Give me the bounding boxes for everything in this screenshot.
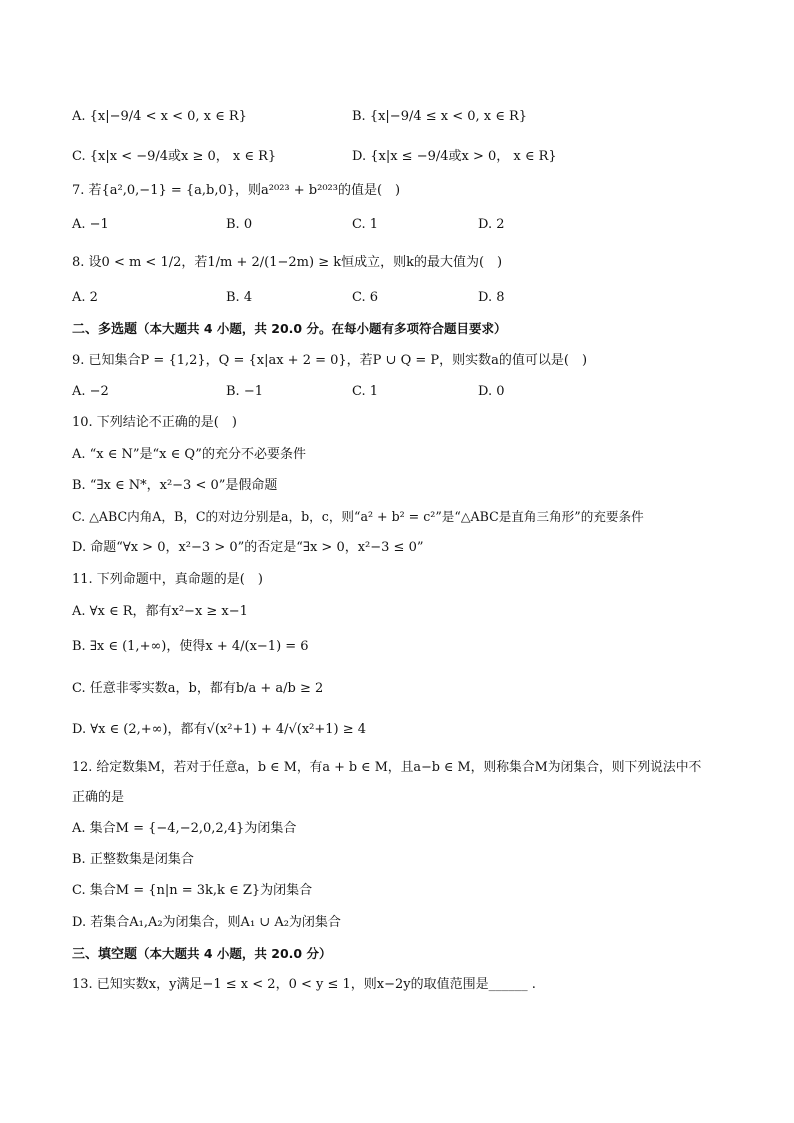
q9-option-b: B. −1 (226, 384, 263, 399)
section-3-note: （本大题共 4 小题，共 20.0 分） (137, 946, 332, 961)
q11-option-a: A. ∀x ∈ R，都有x²−x ≥ x−1 (72, 604, 248, 619)
q9-option-c: C. 1 (352, 384, 379, 399)
q7-option-a: A. −1 (72, 217, 109, 232)
q11-stem: 11. 下列命题中，真命题的是( ) (72, 572, 263, 587)
q6-option-a: A. {x|−9/4 < x < 0, x ∈ R} (72, 109, 247, 124)
q9-option-a: A. −2 (72, 384, 109, 399)
q10-option-a: A. “x ∈ N”是“x ∈ Q”的充分不必要条件 (72, 447, 306, 462)
q7-option-c: C. 1 (352, 217, 379, 232)
section-2-title: 二、多选题 (72, 322, 138, 337)
section-3-heading (72, 945, 331, 964)
q6-option-c: C. {x|x < −9/4或x ≥ 0， x ∈ R} (72, 149, 277, 164)
q11-option-c: C. 任意非零实数a，b，都有b/a + a/b ≥ 2 (72, 681, 324, 696)
q8-option-c: C. 6 (352, 290, 379, 305)
q7-option-d: D. 2 (478, 217, 505, 232)
q12-option-a: A. 集合M = {−4,−2,0,2,4}为闭集合 (72, 821, 297, 836)
q12-stem-line-2: 正确的是 (72, 790, 125, 805)
q8-stem: 8. 设0 < m < 1/2，若1/m + 2/(1−2m) ≥ k恒成立，则k的最大值为( ) (72, 255, 503, 270)
q12-option-c: C. 集合M = {n|n = 3k,k ∈ Z}为闭集合 (72, 883, 313, 898)
q10-option-c: C. △ABC内角A，B，C的对边分别是a，b，c，则“a² + b² = c²”是“△ABC是直角三角形”的充要条件 (72, 509, 644, 524)
section-3-title: 三、填空题 (72, 947, 138, 962)
q6-option-b: B. {x|−9/4 ≤ x < 0, x ∈ R} (352, 109, 528, 124)
q8-option-a: A. 2 (72, 290, 98, 305)
q10-stem: 10. 下列结论不正确的是( ) (72, 415, 237, 430)
q9-stem: 9. 已知集合P = {1,2}，Q = {x|ax + 2 = 0}，若P ∪ Q = P，则实数a的值可以是( ) (72, 353, 588, 368)
q12-stem-line-1: 12. 给定数集M，若对于任意a，b ∈ M，有a + b ∈ M，且a−b ∈ M，则称集合M为闭集合，则下列说法中不 (72, 760, 702, 775)
q12-option-d: D. 若集合A₁,A₂为闭集合，则A₁ ∪ A₂为闭集合 (72, 915, 341, 930)
q12-option-b: B. 正整数集是闭集合 (72, 852, 194, 867)
q9-option-d: D. 0 (478, 384, 505, 399)
q11-option-d: D. ∀x ∈ (2,+∞)，都有√(x²+1) + 4/√(x²+1) ≥ 4 (72, 722, 367, 737)
q10-option-b: B. “∃x ∈ N*，x²−3 < 0”是假命题 (72, 478, 278, 493)
q11-option-b: B. ∃x ∈ (1,+∞)，使得x + 4/(x−1) = 6 (72, 639, 309, 654)
q8-option-d: D. 8 (478, 290, 505, 305)
section-2-note: （本大题共 4 小题，共 20.0 分。在每小题有多项符合题目要求） (137, 321, 507, 336)
q13-stem: 13. 已知实数x，y满足−1 ≤ x < 2，0 < y ≤ 1，则x−2y的取值范围是______ . (72, 977, 536, 992)
q8-option-b: B. 4 (226, 290, 253, 305)
q10-option-d: D. 命题“∀x > 0，x²−3 > 0”的否定是“∃x > 0，x²−3 ≤ 0” (72, 540, 424, 555)
q7-option-b: B. 0 (226, 217, 253, 232)
section-2-heading (72, 320, 506, 339)
q6-option-d: D. {x|x ≤ −9/4或x > 0， x ∈ R} (352, 149, 557, 164)
q7-stem: 7. 若{a²,0,−1} = {a,b,0}，则a²⁰²³ + b²⁰²³的值是( ) (72, 183, 401, 198)
